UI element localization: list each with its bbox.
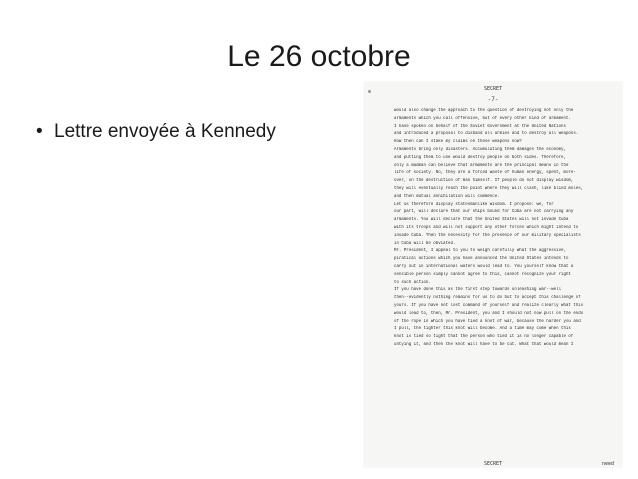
doc-text-line: of the rope in which you have tied a knot of war, because the harder you and	[394, 319, 581, 324]
doc-text-line: then--evidently nothing remains for us to do but to accept this challenge of	[394, 296, 581, 301]
doc-text-line: armaments which you call offensive, but of every other kind of armament.	[394, 116, 571, 121]
doc-text-line: untying it, and then the knot will have to be cut. What that would mean I	[394, 342, 574, 347]
doc-text-line: life of society. No, they are a forced waste of human energy, spent, more-	[394, 171, 576, 176]
doc-text-line: How then can I stake my claims on these weapons now?	[394, 140, 522, 145]
doc-continuation-word: need	[601, 461, 614, 467]
doc-text-line: Armaments bring only disasters. Accumulating them damages the economy,	[394, 147, 566, 152]
doc-text-line: carry out in international waters would lead to. You yourself know that a	[394, 264, 574, 269]
doc-text-line: and putting them to use would destroy people on both sides. Therefore,	[394, 155, 566, 160]
doc-classification-header: SECRET	[483, 86, 503, 92]
bullet-text: Lettre envoyée à Kennedy	[54, 121, 276, 142]
doc-text-line: over, on the destruction of man himself. If people do not display wisdom,	[394, 179, 574, 184]
doc-text-line: invade Cuba. Then the necessity for the presence of our military specialists	[394, 233, 581, 238]
doc-text-line: would lead to, then, Mr. President, you and I should not now pull on the ends	[394, 311, 584, 316]
doc-text-line: in Cuba will be obviated.	[394, 241, 456, 246]
bullet-item	[36, 121, 276, 143]
doc-text-line: sensible person simply cannot agree to this, cannot recognize your right	[394, 272, 571, 277]
letter-scan-image	[364, 82, 622, 467]
doc-text-line: with its troops and will not support any other forces which might intend to	[394, 225, 579, 230]
doc-text-line: yours. If you have not lost command of yourself and realize clearly what this	[394, 303, 584, 308]
doc-page-number: -7-	[487, 96, 499, 103]
doc-text-line: would also change the approach to the question of destroying not only the	[394, 109, 574, 113]
doc-text-line: and introduced a proposal to disband all armies and to destroy all weapons.	[394, 132, 579, 137]
doc-text-line: knot is tied so tight that the person who tied it is no longer capable of	[394, 335, 574, 340]
doc-text-line: armaments. You will declare that the United States will not invade Cuba	[394, 218, 569, 223]
bullet-dot-icon: •	[36, 121, 43, 142]
doc-text-line: piratical actions which you have announced the United States intends to	[394, 257, 569, 262]
doc-text-line: I have spoken on behalf of the Soviet Government at the United Nations	[394, 124, 566, 129]
slide-title: Le 26 octobre	[227, 40, 411, 73]
doc-text-line: I pull, the tighter this knot will become. And a time may come when this	[394, 327, 571, 332]
doc-classification-footer: SECRET	[483, 461, 503, 467]
doc-text-line: Mr. President, I appeal to you to weigh carefully what the aggressive,	[394, 249, 566, 254]
doc-text-line: to such action.	[394, 280, 431, 285]
doc-text-line: only a madman can believe that armaments are the principal means in the	[394, 163, 569, 168]
doc-text-line: and then mutual annihilation will commence.	[394, 194, 500, 199]
doc-text-line: Let us therefore display statesmanlike wisdom. I propose: we, for	[394, 202, 554, 207]
doc-text-line: If you have done this as the first step towards unleashing war--well	[394, 288, 562, 293]
doc-text-line: they will eventually reach the point where they will clash, like blind moles,	[394, 186, 584, 191]
doc-text-line: our part, will declare that our ships bound for Cuba are not carrying any	[394, 210, 574, 215]
doc-body	[394, 108, 619, 350]
